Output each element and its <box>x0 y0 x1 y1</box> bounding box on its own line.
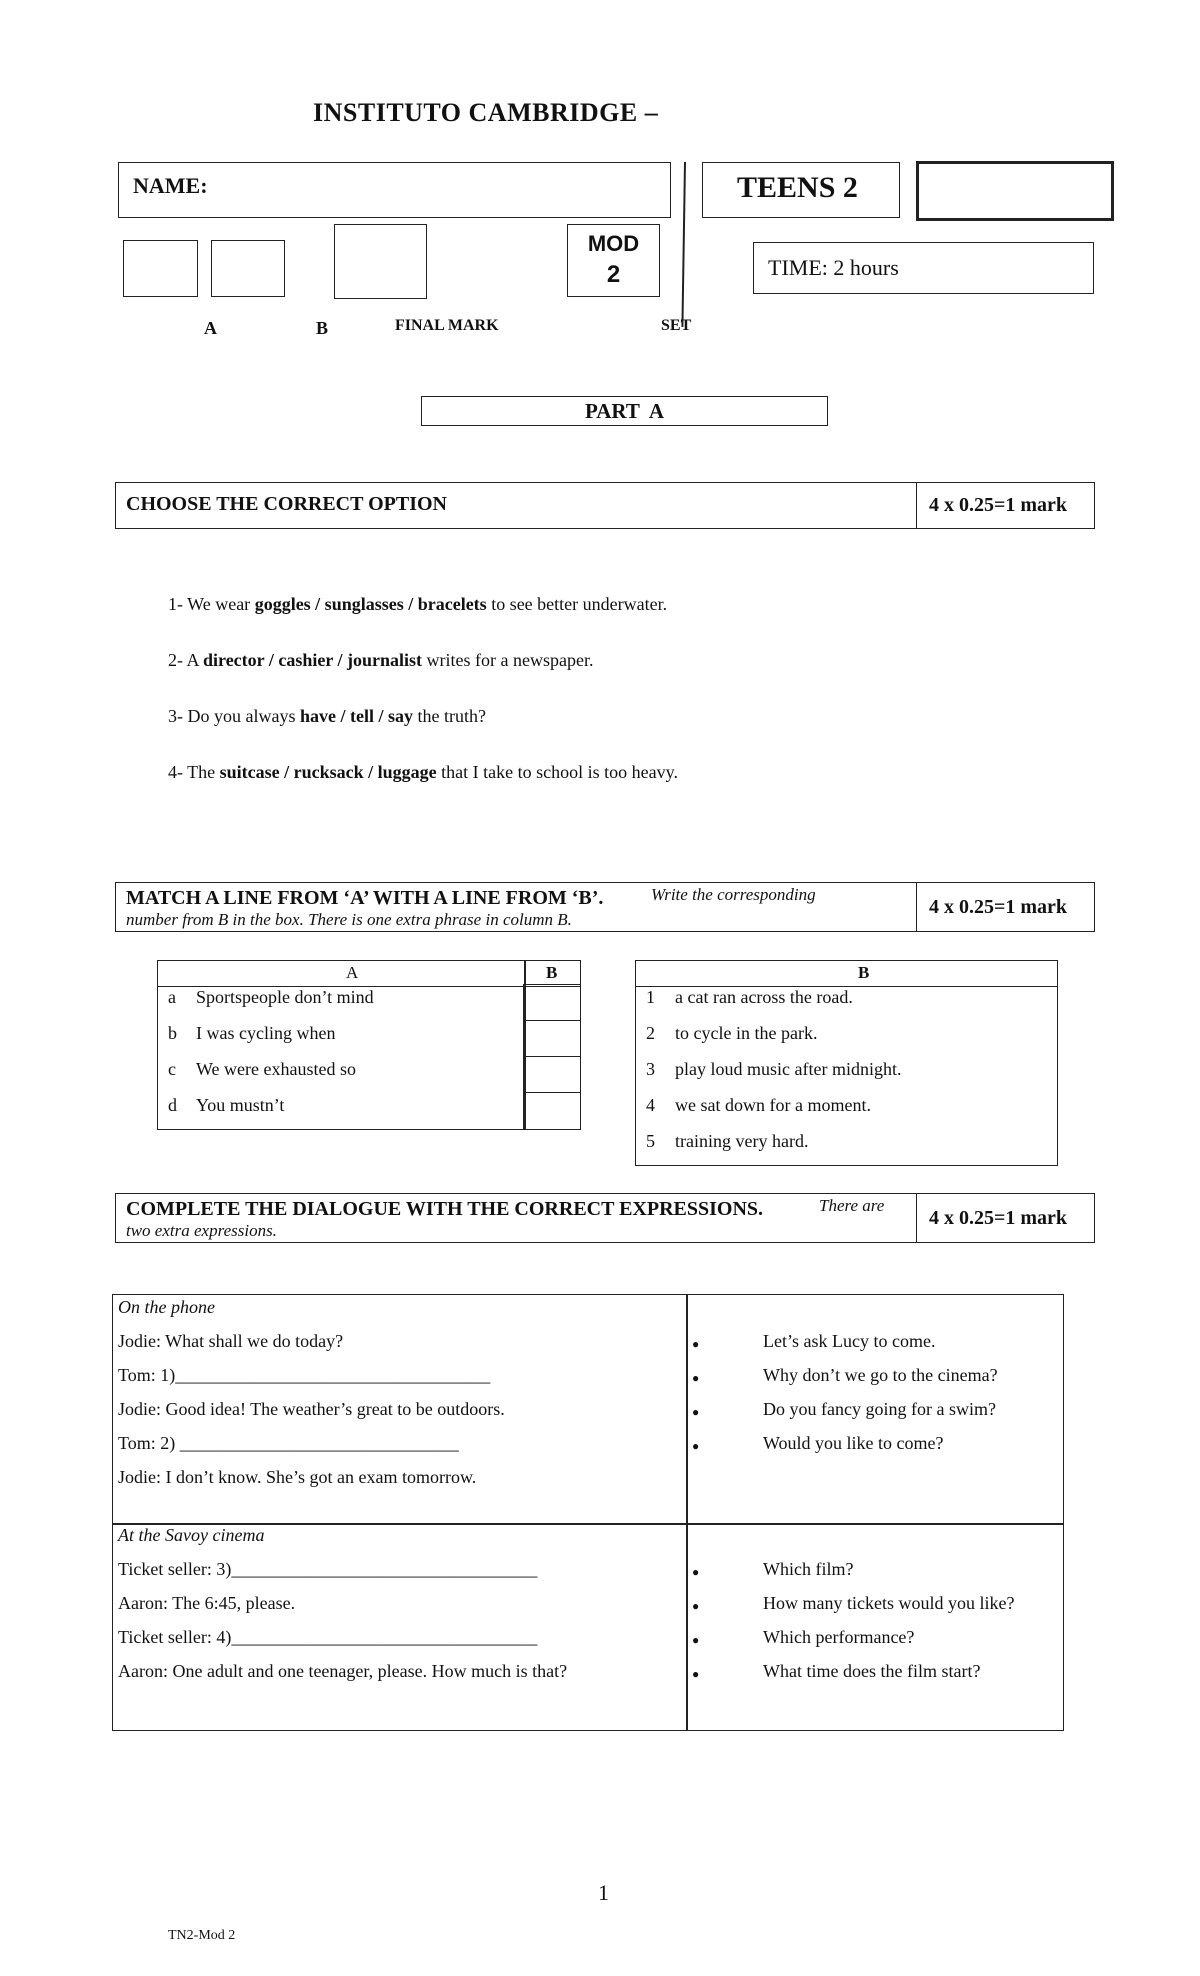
bullet-icon: ● <box>692 1565 700 1579</box>
a-item-letter: c <box>168 1059 176 1079</box>
label-b: B <box>316 318 329 338</box>
question-text: to see better underwater. <box>486 594 668 614</box>
time-text: TIME: 2 hours <box>768 255 899 280</box>
expression-option: What time does the film start? <box>763 1661 981 1681</box>
mod-number: 2 <box>606 261 621 288</box>
answer-box-a[interactable] <box>523 984 581 1021</box>
question-text: 3- Do you always <box>168 706 300 726</box>
dialogue2-heading: At the Savoy cinema <box>118 1525 265 1545</box>
b-item-text: training very hard. <box>675 1131 809 1151</box>
b-item-number: 4 <box>646 1095 655 1115</box>
question-text: 2- A <box>168 650 204 670</box>
dialogue-line[interactable]: Ticket seller: 4)__________________________________ <box>118 1627 538 1647</box>
set-box[interactable] <box>916 161 1114 221</box>
mod-label: MOD <box>587 231 640 256</box>
bullet-icon: ● <box>692 1405 700 1419</box>
question-options[interactable]: goggles / sunglasses / bracelets <box>254 594 487 614</box>
b-item-text: we sat down for a moment. <box>675 1095 871 1115</box>
question-options[interactable]: director / cashier / journalist <box>203 650 422 670</box>
dialogue-line[interactable]: Ticket seller: 3)__________________________________ <box>118 1559 538 1579</box>
a-item-letter: d <box>168 1095 177 1115</box>
section2-title: MATCH A LINE FROM ‘A’ WITH A LINE FROM ‘B’. <box>126 887 604 909</box>
section1-header <box>115 482 1095 529</box>
expression-option: How many tickets would you like? <box>763 1593 1015 1613</box>
final-mark-box[interactable] <box>334 224 427 299</box>
b-item-number: 3 <box>646 1059 655 1079</box>
column-b-answer-header: B <box>546 963 558 982</box>
answer-box-b[interactable] <box>523 1020 581 1057</box>
question-options[interactable]: have / tell / say <box>299 706 413 726</box>
b-item-number: 1 <box>646 987 655 1007</box>
section3-title: COMPLETE THE DIALOGUE WITH THE CORRECT EXPRESSIONS. <box>126 1198 764 1220</box>
question-2 <box>168 650 593 671</box>
dialogue1-heading: On the phone <box>118 1297 215 1317</box>
b-item-text: to cycle in the park. <box>675 1023 818 1043</box>
bullet-icon: ● <box>692 1599 700 1613</box>
question-3 <box>168 706 486 727</box>
a-item-letter: a <box>168 987 176 1007</box>
question-text: that I take to school is too heavy. <box>436 762 678 782</box>
mark-box-a[interactable] <box>123 240 198 297</box>
level-box <box>702 162 900 218</box>
label-set: SET <box>661 317 692 334</box>
answer-box-c[interactable] <box>523 1056 581 1093</box>
section2-instruction-1: Write the corresponding <box>651 885 816 904</box>
dialogue-line[interactable]: Tom: 2) _______________________________ <box>118 1433 459 1453</box>
document-code: TN2-Mod 2 <box>168 1928 236 1943</box>
dialogue-line: Jodie: I don’t know. She’s got an exam tomorrow. <box>118 1467 477 1487</box>
b-item-text: a cat ran across the road. <box>675 987 853 1007</box>
bullet-icon: ● <box>692 1371 700 1385</box>
expression-option: Why don’t we go to the cinema? <box>763 1365 998 1385</box>
b-item-number: 5 <box>646 1131 655 1151</box>
label-a: A <box>204 318 217 338</box>
a-item-text: You mustn’t <box>196 1095 285 1115</box>
answer-box-d[interactable] <box>523 1092 581 1130</box>
bullet-icon: ● <box>692 1337 700 1351</box>
bullet-icon: ● <box>692 1667 700 1681</box>
bullet-icon: ● <box>692 1633 700 1647</box>
section1-mark: 4 x 0.25=1 mark <box>916 483 1094 528</box>
time-box <box>753 242 1094 294</box>
dialogue-line: Jodie: Good idea! The weather’s great to be outdoors. <box>118 1399 505 1419</box>
part-a-label: PART A <box>585 399 664 423</box>
dialogue-column-divider <box>686 1295 688 1730</box>
a-item-text: We were exhausted so <box>196 1059 356 1079</box>
question-text: 1- We wear <box>168 594 255 614</box>
mark-box-b[interactable] <box>211 240 285 297</box>
section3-instruction-2: two extra expressions. <box>126 1221 277 1240</box>
a-item-text: Sportspeople don’t mind <box>196 987 374 1007</box>
dialogue-line[interactable]: Tom: 1)___________________________________ <box>118 1365 491 1385</box>
question-text: writes for a newspaper. <box>422 650 594 670</box>
section2-mark: 4 x 0.25=1 mark <box>916 883 1094 931</box>
dialogue-line: Aaron: One adult and one teenager, please. How much is that? <box>118 1661 568 1681</box>
a-item-letter: b <box>168 1023 177 1043</box>
expression-option: Do you fancy going for a swim? <box>763 1399 996 1419</box>
header-divider <box>681 162 686 327</box>
dialogue-line: Aaron: The 6:45, please. <box>118 1593 296 1613</box>
section1-title: CHOOSE THE CORRECT OPTION <box>126 493 447 515</box>
expression-option: Which performance? <box>763 1627 915 1647</box>
label-final-mark: FINAL MARK <box>395 317 499 334</box>
mod-box <box>567 224 660 297</box>
name-field[interactable] <box>118 162 671 218</box>
dialogue-line: Jodie: What shall we do today? <box>118 1331 344 1351</box>
b-item-text: play loud music after midnight. <box>675 1059 902 1079</box>
question-text: the truth? <box>412 706 486 726</box>
expression-option: Would you like to come? <box>763 1433 944 1453</box>
section3-mark: 4 x 0.25=1 mark <box>916 1194 1094 1242</box>
column-a-header-row <box>158 961 580 987</box>
part-a-box <box>421 396 828 426</box>
column-b-header: B <box>858 963 870 982</box>
question-4 <box>168 762 678 783</box>
section3-header <box>115 1193 1095 1243</box>
page-number: 1 <box>598 1880 609 1905</box>
question-options[interactable]: suitcase / rucksack / luggage <box>219 762 437 782</box>
section2-header <box>115 882 1095 932</box>
a-item-text: I was cycling when <box>196 1023 336 1043</box>
question-text: 4- The <box>168 762 220 782</box>
column-a-header: A <box>346 963 359 982</box>
question-1 <box>168 594 667 615</box>
expression-option: Let’s ask Lucy to come. <box>763 1331 936 1351</box>
level-text: TEENS 2 <box>737 171 858 204</box>
institute-title: INSTITUTO CAMBRIDGE – <box>313 98 659 127</box>
column-b-header-row <box>636 961 1057 987</box>
bullet-icon: ● <box>692 1439 700 1453</box>
section2-instruction-2: number from B in the box. There is one extra phrase in column B. <box>126 910 572 929</box>
b-item-number: 2 <box>646 1023 655 1043</box>
section3-instruction-1: There are <box>819 1196 885 1215</box>
name-label: NAME: <box>133 173 208 198</box>
expression-option: Which film? <box>763 1559 854 1579</box>
